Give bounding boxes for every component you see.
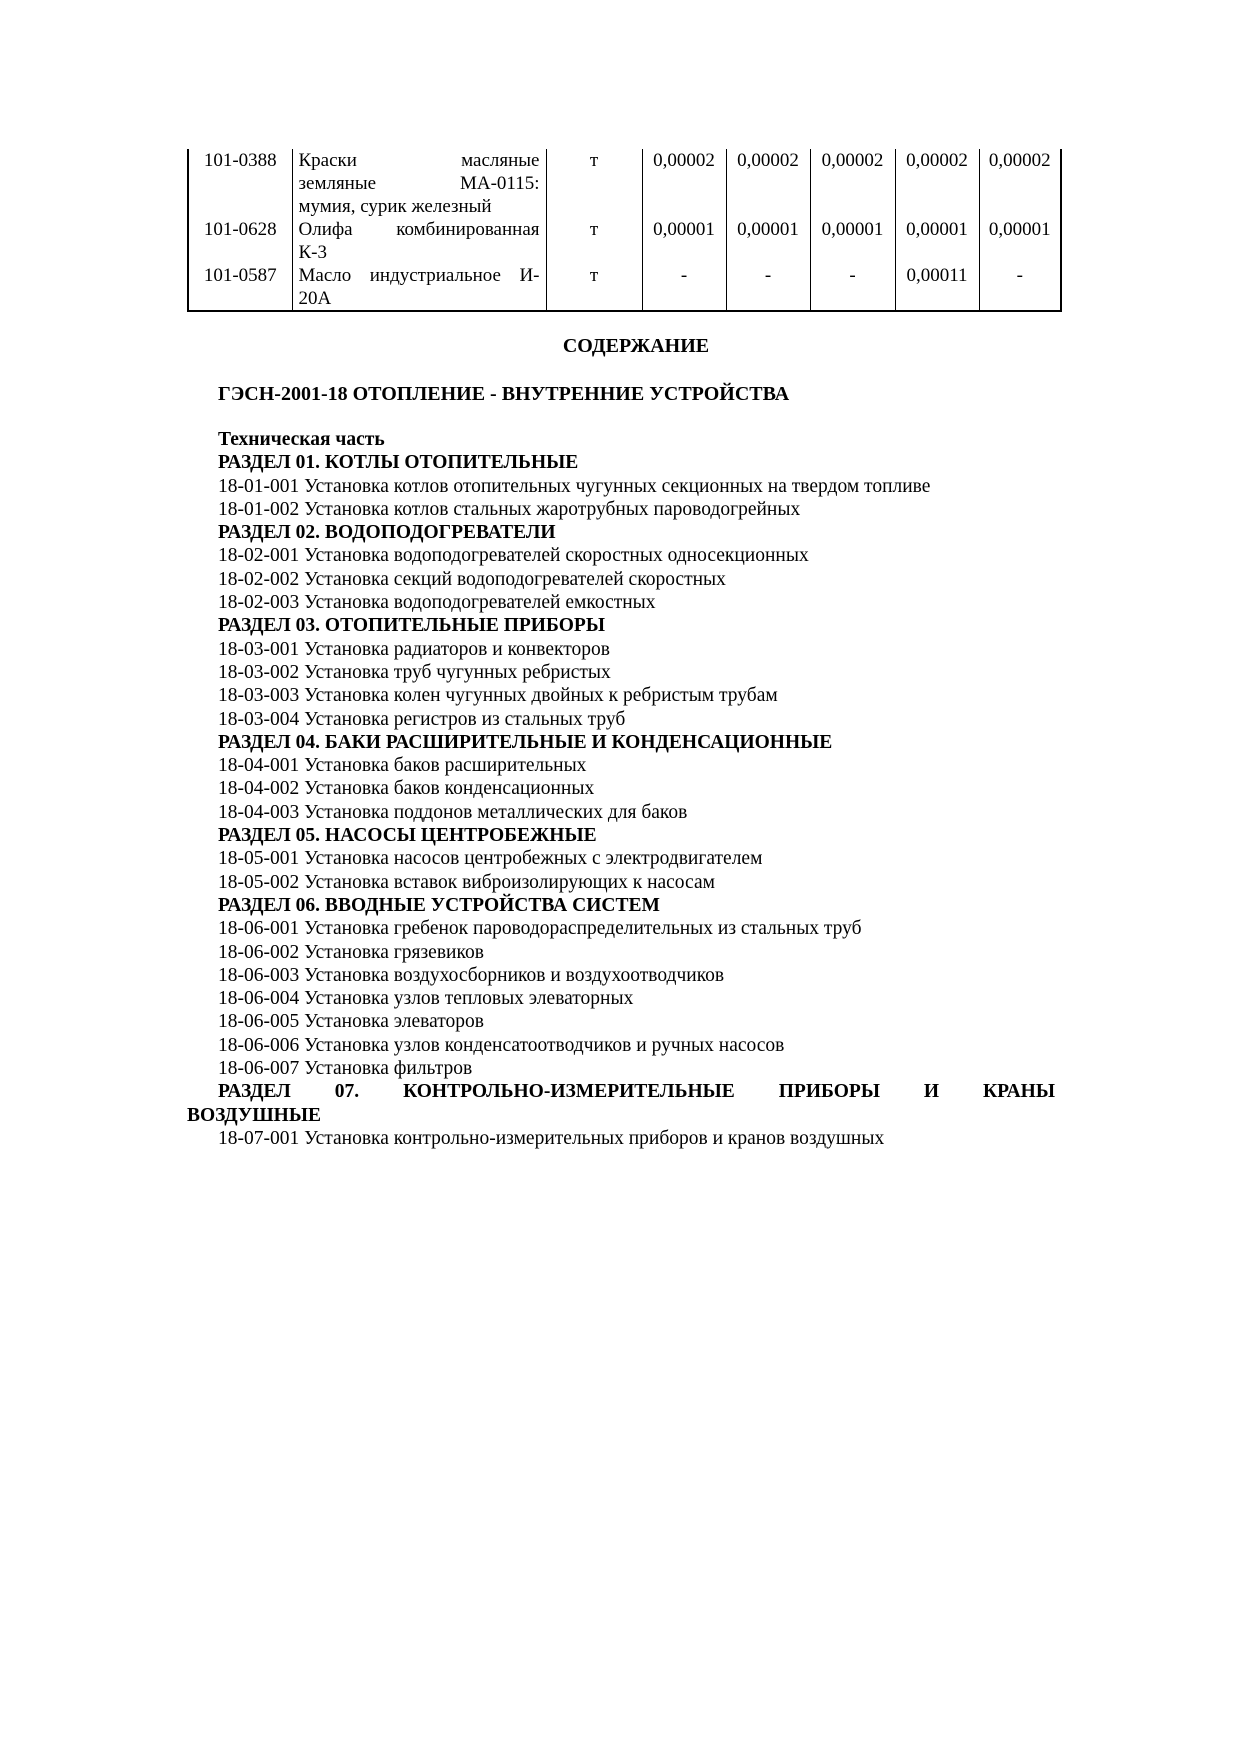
- table-row: [188, 264, 1061, 311]
- toc-item[interactable]: 18-02-003 Установка водоподогревателей емкостных: [218, 592, 656, 614]
- resource-value: -: [810, 264, 895, 311]
- table-row: [188, 218, 1061, 264]
- toc-item[interactable]: 18-01-001 Установка котлов отопительных чугунных секционных на твердом топливе: [218, 475, 931, 497]
- toc-item[interactable]: 18-05-001 Установка насосов центробежных с электродвигателем: [218, 848, 763, 870]
- resource-value: 0,00001: [726, 218, 810, 264]
- resource-unit: т: [546, 149, 642, 218]
- table-of-contents: [187, 428, 1055, 1150]
- resource-name: Олифа комбинированная К-3: [292, 218, 546, 264]
- toc-item[interactable]: 18-06-001 Установка гребенок пароводораспределительных из стальных труб: [218, 918, 862, 940]
- resource-name: Краски масляные земляные МА-0115: мумия, сурик железный: [292, 149, 546, 218]
- toc-item[interactable]: 18-06-006 Установка узлов конденсатоотводчиков и ручных насосов: [218, 1034, 785, 1056]
- toc-item[interactable]: 18-06-005 Установка элеваторов: [218, 1011, 484, 1033]
- section-heading[interactable]: РАЗДЕЛ 06. ВВОДНЫЕ УСТРОЙСТВА СИСТЕМ: [218, 894, 660, 916]
- resource-value: 0,00002: [726, 149, 810, 218]
- resource-value: 0,00002: [895, 149, 979, 218]
- resource-code: 101-0628: [188, 218, 292, 264]
- section-heading[interactable]: РАЗДЕЛ 04. БАКИ РАСШИРИТЕЛЬНЫЕ И КОНДЕНСАЦИОННЫЕ: [218, 731, 833, 753]
- toc-item[interactable]: 18-06-003 Установка воздухосборников и воздухоотводчиков: [218, 964, 725, 986]
- toc-item[interactable]: 18-07-001 Установка контрольно-измерительных приборов и кранов воздушных: [218, 1127, 885, 1149]
- toc-item[interactable]: 18-03-003 Установка колен чугунных двойных к ребристым трубам: [218, 685, 778, 707]
- resource-value: -: [979, 264, 1061, 311]
- resource-name: Масло индустриальное И- 20А: [292, 264, 546, 311]
- toc-item[interactable]: 18-04-001 Установка баков расширительных: [218, 755, 587, 777]
- resource-table: [187, 149, 1062, 312]
- section-heading[interactable]: РАЗДЕЛ 03. ОТОПИТЕЛЬНЫЕ ПРИБОРЫ: [218, 615, 605, 637]
- toc-item[interactable]: 18-03-001 Установка радиаторов и конвекторов: [218, 638, 610, 660]
- resource-value: -: [726, 264, 810, 311]
- resource-unit: т: [546, 264, 642, 311]
- resource-value: 0,00002: [979, 149, 1061, 218]
- resource-value: -: [642, 264, 726, 311]
- toc-item[interactable]: 18-04-003 Установка поддонов металлических для баков: [218, 801, 688, 823]
- toc-item[interactable]: 18-06-004 Установка узлов тепловых элеваторных: [218, 988, 634, 1010]
- toc-item[interactable]: 18-03-002 Установка труб чугунных ребристых: [218, 661, 611, 683]
- toc-item[interactable]: 18-06-002 Установка грязевиков: [218, 941, 484, 963]
- resource-value: 0,00001: [810, 218, 895, 264]
- resource-value: 0,00001: [895, 218, 979, 264]
- resource-value: 0,00002: [810, 149, 895, 218]
- section-heading[interactable]: РАЗДЕЛ 02. ВОДОПОДОГРЕВАТЕЛИ: [218, 522, 556, 544]
- section-heading[interactable]: РАЗДЕЛ 05. НАСОСЫ ЦЕНТРОБЕЖНЫЕ: [218, 825, 597, 847]
- resource-code: 101-0587: [188, 264, 292, 311]
- resource-unit: т: [546, 218, 642, 264]
- technical-part-link[interactable]: Техническая часть: [218, 429, 385, 450]
- toc-item[interactable]: 18-04-002 Установка баков конденсационных: [218, 778, 595, 800]
- table-row: [188, 149, 1061, 218]
- toc-item[interactable]: 18-05-002 Установка вставок виброизолирующих к насосам: [218, 871, 715, 893]
- toc-item[interactable]: 18-02-002 Установка секций водоподогревателей скоростных: [218, 568, 726, 590]
- toc-item[interactable]: 18-01-002 Установка котлов стальных жаротрубных пароводогрейных: [218, 498, 801, 520]
- resource-code: 101-0388: [188, 149, 292, 218]
- section-heading[interactable]: РАЗДЕЛ 07. КОНТРОЛЬНО-ИЗМЕРИТЕЛЬНЫЕ ПРИБОРЫ И КРАНЫ ВОЗДУШНЫЕ: [187, 1081, 1055, 1126]
- resource-value: 0,00011: [895, 264, 979, 311]
- resource-value: 0,00002: [642, 149, 726, 218]
- document-title: ГЭСН-2001-18 ОТОПЛЕНИЕ - ВНУТРЕННИЕ УСТРОЙСТВА: [218, 383, 790, 405]
- resource-value: 0,00001: [642, 218, 726, 264]
- toc-item[interactable]: 18-03-004 Установка регистров из стальных труб: [218, 708, 626, 730]
- contents-title: СОДЕРЖАНИЕ: [562, 335, 710, 357]
- toc-item[interactable]: 18-02-001 Установка водоподогревателей скоростных односекционных: [218, 545, 809, 567]
- resource-value: 0,00001: [979, 218, 1061, 264]
- toc-item[interactable]: 18-06-007 Установка фильтров: [218, 1058, 473, 1080]
- section-heading[interactable]: РАЗДЕЛ 01. КОТЛЫ ОТОПИТЕЛЬНЫЕ: [218, 452, 579, 474]
